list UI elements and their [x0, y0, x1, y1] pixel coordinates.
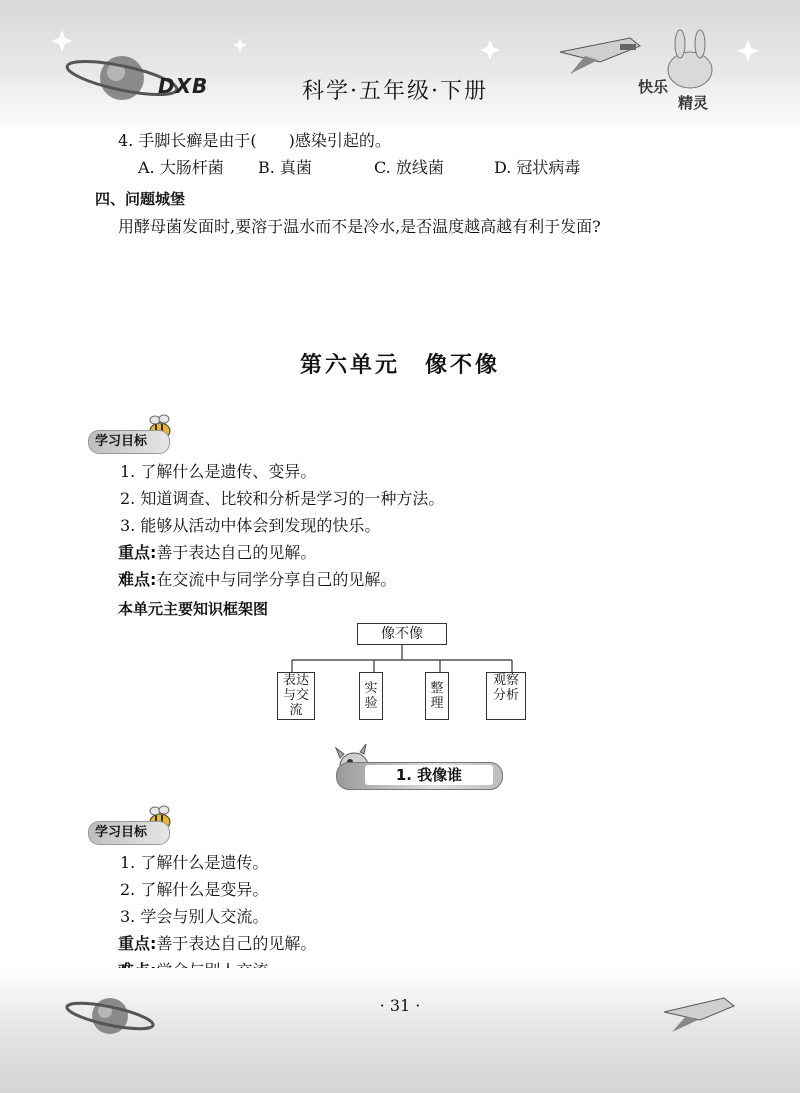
- sparkle-icon: [51, 30, 759, 62]
- lesson-goal-2: 2. 了解什么是变异。: [120, 880, 269, 899]
- space-shuttle-icon: [560, 38, 640, 74]
- framework-root: 像不像: [357, 623, 447, 645]
- lesson-key-point: [118, 934, 316, 954]
- framework-node-organize: 整理: [425, 672, 449, 720]
- lesson-title: 1. 我像谁: [365, 765, 493, 785]
- unit-goal-2: 2. 知道调查、比较和分析是学习的一种方法。: [120, 489, 445, 508]
- difficulty-text: 在交流中与同学分享自己的见解。: [156, 570, 397, 589]
- lesson-goal-3: 3. 学会与别人交流。: [120, 907, 269, 926]
- framework-node-experiment: 实验: [359, 672, 383, 720]
- question-4-option-d: D. 冠状病毒: [494, 158, 581, 177]
- question-4-option-c: C. 放线菌: [374, 158, 444, 177]
- question-4-stem: 4. 手脚长癣是由于( )感染引起的。: [118, 131, 391, 150]
- page-number: · 31 ·: [379, 996, 421, 1015]
- lesson-goal-1: 1. 了解什么是遗传。: [120, 853, 269, 872]
- brand-top-text: 快乐: [638, 78, 669, 96]
- framework-title: 本单元主要知识框架图: [118, 600, 269, 618]
- brand-logo: [634, 62, 722, 112]
- unit-difficulty: [118, 570, 396, 590]
- learning-goals-tag: 学习目标: [88, 821, 170, 845]
- book-title: 科学·五年级·下册: [302, 79, 488, 104]
- question-4-option-a: A. 大肠杆菌: [138, 158, 224, 177]
- key-text: 善于表达自己的见解。: [156, 934, 317, 953]
- unit-goal-3: 3. 能够从活动中体会到发现的快乐。: [120, 516, 381, 535]
- key-label: 重点:: [118, 934, 157, 953]
- footer-decoration: [0, 968, 800, 1093]
- unit-key-point: [118, 543, 316, 563]
- lesson-banner: [336, 762, 503, 790]
- key-label: 重点:: [118, 543, 157, 562]
- learning-goals-tag: 学习目标: [88, 430, 170, 454]
- series-logo: DXB: [158, 74, 209, 98]
- framework-node-observe: 观察分析: [486, 672, 526, 720]
- framework-node-expression: 表达与交流: [277, 672, 315, 720]
- key-text: 善于表达自己的见解。: [156, 543, 317, 562]
- section-question: 用酵母菌发面时,要溶于温水而不是冷水,是否温度越高越有利于发面?: [118, 217, 601, 236]
- section-heading: 四、问题城堡: [95, 190, 186, 208]
- unit-goal-1: 1. 了解什么是遗传、变异。: [120, 462, 317, 481]
- unit-title: 第六单元 像不像: [299, 352, 500, 378]
- difficulty-label: 难点:: [118, 570, 157, 589]
- question-4-option-b: B. 真菌: [258, 158, 312, 177]
- brand-bottom-text: 精灵: [678, 94, 709, 112]
